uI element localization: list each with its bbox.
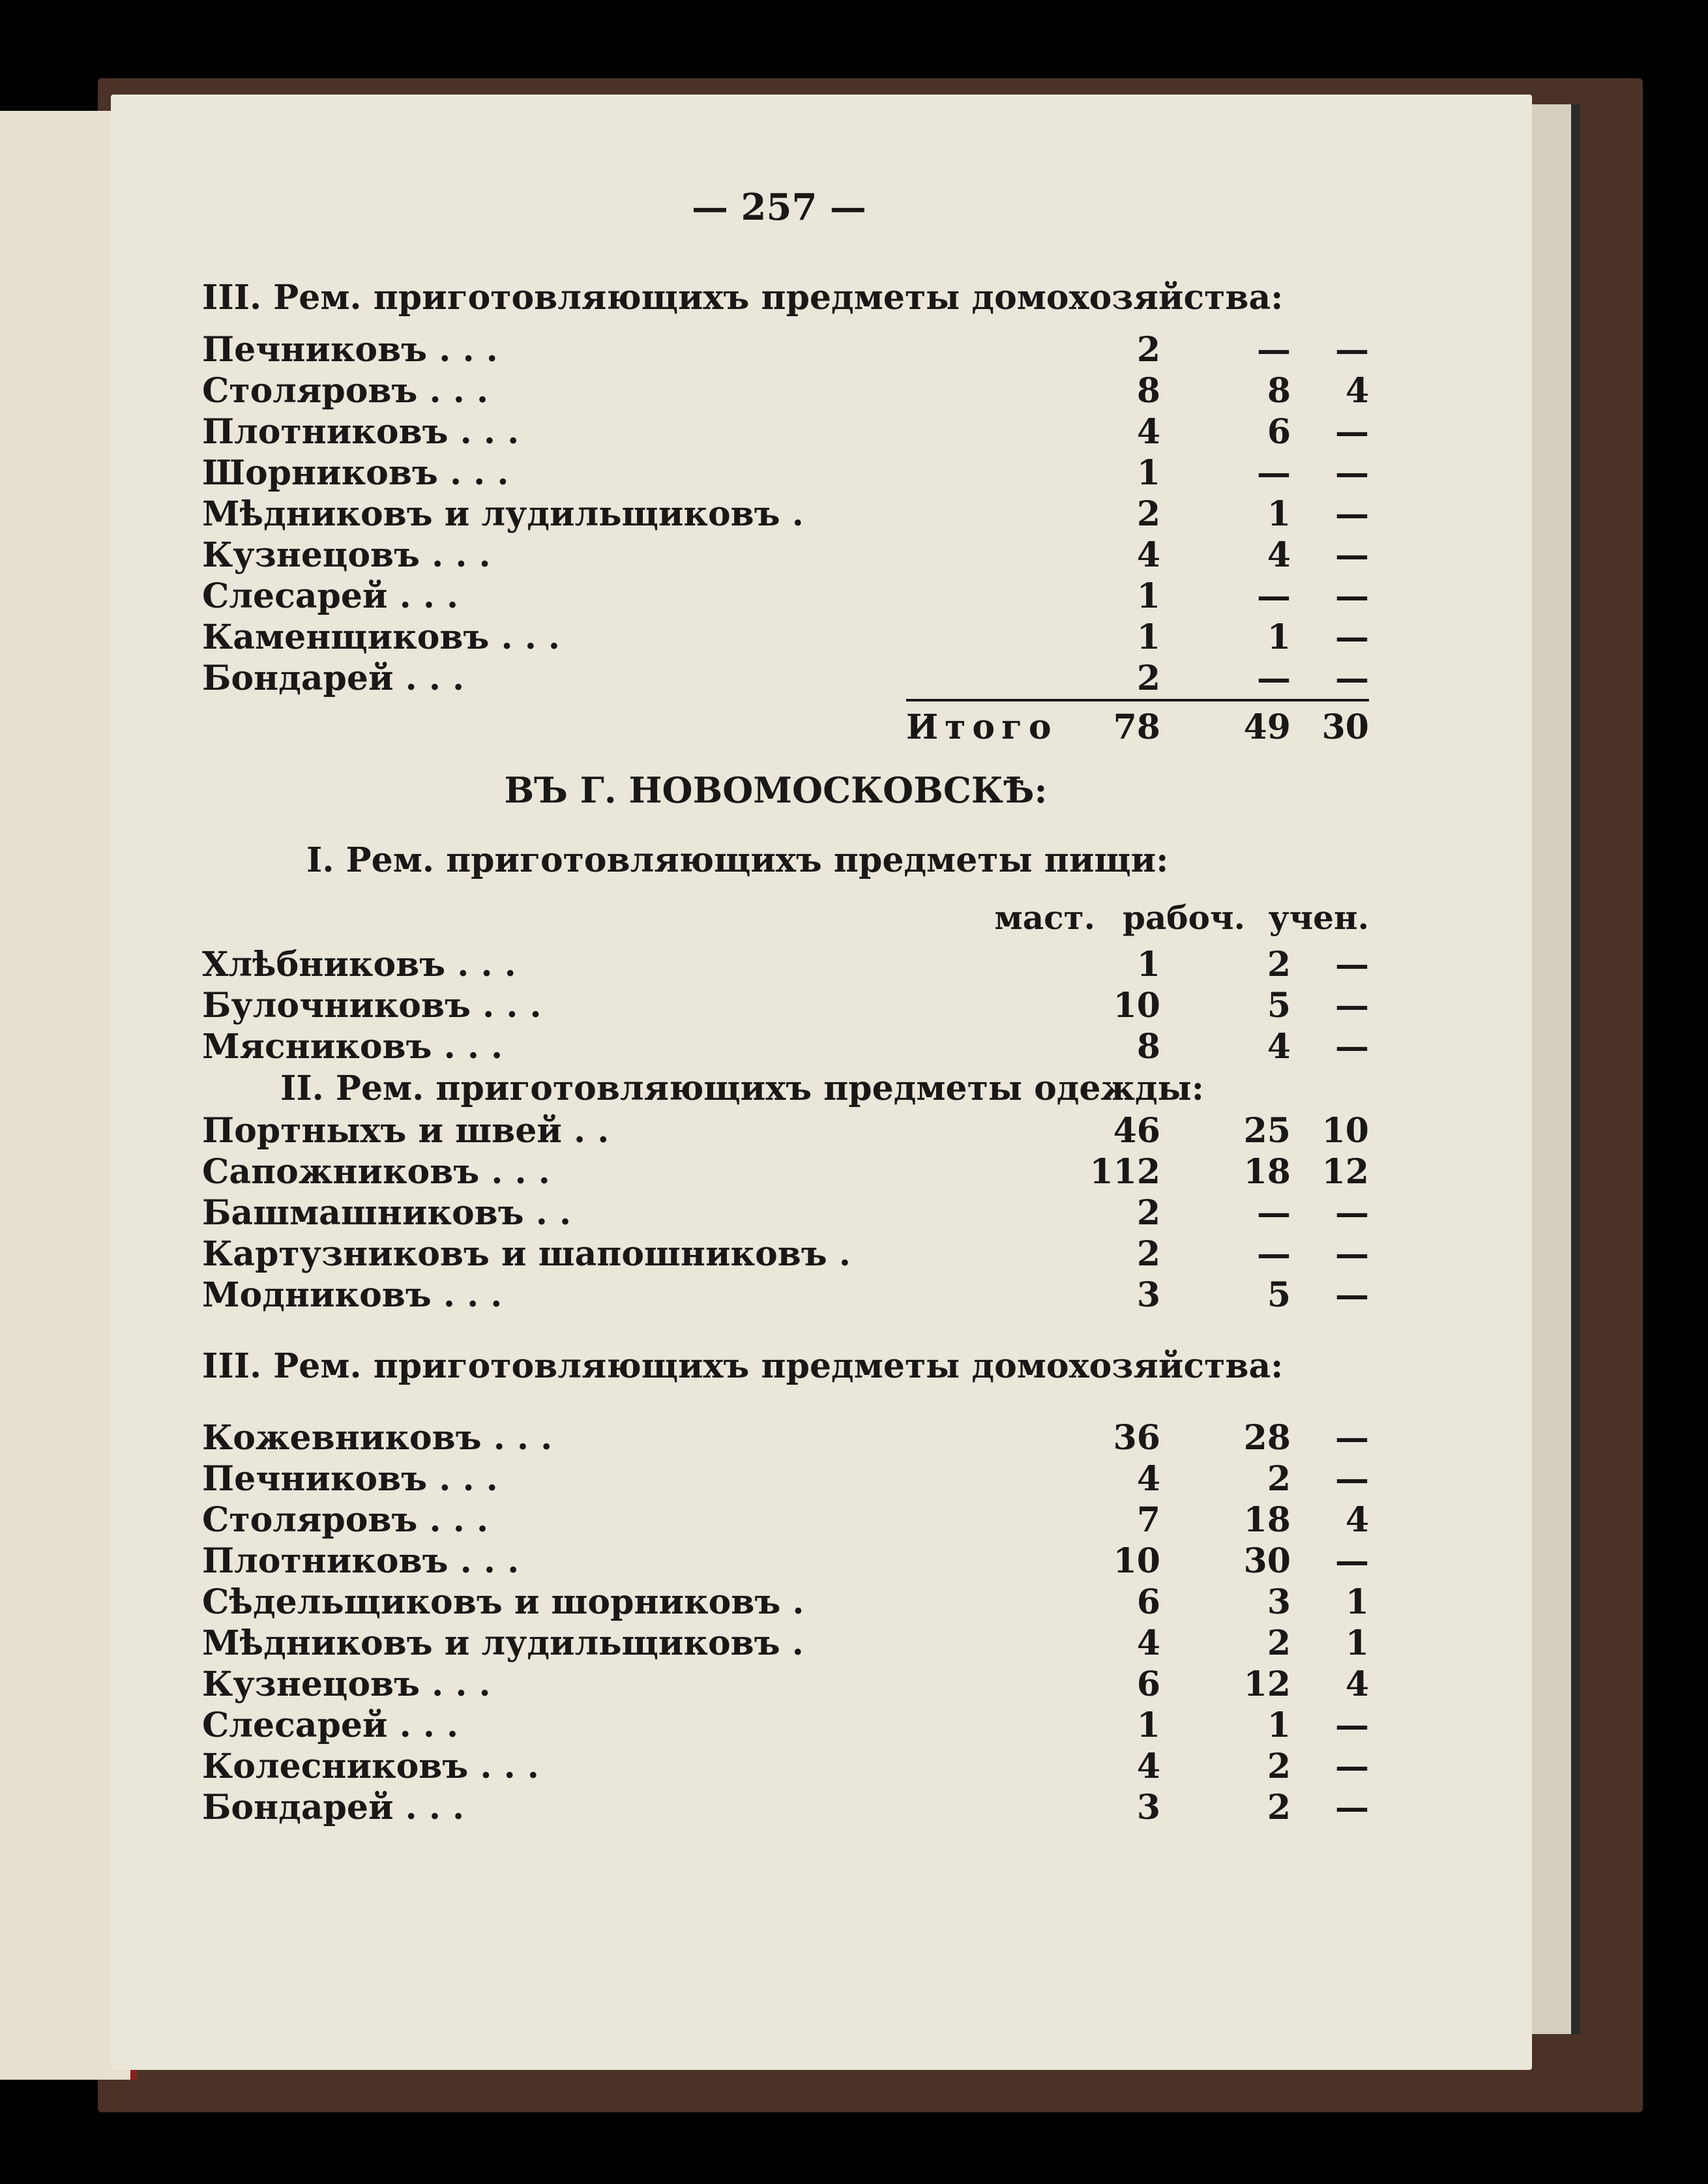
row-apprentices: 1 — [1345, 1623, 1369, 1663]
row-workers: 6 — [1267, 412, 1291, 452]
table-row — [202, 617, 1369, 658]
row-apprentices: — — [1335, 330, 1369, 370]
table-row — [202, 1151, 1369, 1192]
row-masters: 10 — [1113, 986, 1160, 1026]
row-apprentices: — — [1335, 1747, 1369, 1786]
row-masters: 4 — [1136, 1459, 1160, 1499]
row-name: Печниковъ . . . — [202, 1459, 498, 1499]
row-apprentices: — — [1335, 617, 1369, 657]
page-number: — 257 — — [692, 186, 866, 229]
row-workers: 28 — [1243, 1418, 1291, 1458]
table-row — [202, 1787, 1369, 1828]
table-row — [202, 1192, 1369, 1233]
row-name: Сапожниковъ . . . — [202, 1152, 550, 1192]
table-food — [202, 944, 1369, 1067]
header-spacer — [202, 892, 945, 944]
row-apprentices: — — [1335, 494, 1369, 534]
row-name: Модниковъ . . . — [202, 1275, 503, 1315]
row-apprentices: 4 — [1345, 1500, 1369, 1540]
row-apprentices: — — [1335, 1275, 1369, 1315]
row-apprentices: — — [1335, 658, 1369, 698]
row-masters: 1 — [1136, 617, 1160, 657]
row-workers: 12 — [1243, 1664, 1291, 1704]
table-row — [202, 1026, 1369, 1067]
row-name: Столяровъ . . . — [202, 371, 489, 411]
row-workers: 1 — [1267, 1705, 1291, 1745]
row-masters: 1 — [1136, 945, 1160, 984]
table-row — [202, 1233, 1369, 1275]
row-masters: 4 — [1136, 1623, 1160, 1663]
table-clothes — [202, 1110, 1369, 1316]
total-row — [202, 699, 1369, 751]
row-masters: 1 — [1136, 1705, 1160, 1745]
row-workers: — — [1257, 658, 1291, 698]
row-workers: 1 — [1267, 494, 1291, 534]
row-name: Плотниковъ . . . — [202, 1541, 520, 1581]
row-masters: 46 — [1113, 1111, 1160, 1151]
row-apprentices: — — [1335, 1234, 1369, 1274]
row-name: Булочниковъ . . . — [202, 986, 542, 1026]
table-row — [202, 1499, 1369, 1541]
row-masters: 4 — [1136, 1747, 1160, 1786]
header-masters: маст. — [994, 898, 1095, 937]
row-name: Слесарей . . . — [202, 1705, 459, 1745]
row-masters: 7 — [1136, 1500, 1160, 1540]
section-heading-food: I. Рем. приготовляющихъ предметы пищи: — [306, 840, 1169, 880]
row-name: Каменщиковъ . . . — [202, 617, 561, 657]
row-workers: 2 — [1267, 1459, 1291, 1499]
row-masters: 1 — [1136, 453, 1160, 493]
row-apprentices: 1 — [1345, 1582, 1369, 1622]
row-name: Плотниковъ . . . — [202, 412, 520, 452]
row-apprentices: — — [1335, 1027, 1369, 1067]
row-masters: 8 — [1136, 1027, 1160, 1067]
row-name: Мясниковъ . . . — [202, 1027, 503, 1067]
table-row — [202, 1664, 1369, 1705]
row-name: Столяровъ . . . — [202, 1500, 489, 1540]
row-workers: 2 — [1267, 1623, 1291, 1663]
row-masters: 6 — [1136, 1582, 1160, 1622]
table-row — [202, 1705, 1369, 1746]
row-name: Бондарей . . . — [202, 1788, 465, 1827]
row-name: Мѣдниковъ и лудильщиковъ . — [202, 494, 804, 534]
spacer — [202, 1316, 1369, 1335]
row-name: Мѣдниковъ и лудильщиковъ . — [202, 1623, 804, 1663]
row-name: Портныхъ и швей . . — [202, 1111, 610, 1151]
row-apprentices: — — [1335, 1459, 1369, 1499]
header-apprentices: учен. — [1268, 898, 1369, 937]
row-name: Бондарей . . . — [202, 658, 465, 698]
row-name: Колесниковъ . . . — [202, 1747, 539, 1786]
row-masters: 2 — [1136, 1234, 1160, 1274]
row-masters: 112 — [1089, 1152, 1160, 1192]
row-masters: 3 — [1136, 1275, 1160, 1315]
total-label: Итого — [906, 699, 1095, 751]
row-apprentices: — — [1335, 535, 1369, 575]
table-row — [202, 452, 1369, 494]
row-name: Сѣдельщиковъ и шорниковъ . — [202, 1582, 804, 1622]
row-apprentices: — — [1335, 1418, 1369, 1458]
table-row — [202, 370, 1369, 411]
row-workers: 2 — [1267, 1788, 1291, 1827]
row-apprentices: — — [1335, 412, 1369, 452]
row-name: Слесарей . . . — [202, 576, 459, 616]
row-workers: 30 — [1243, 1541, 1291, 1581]
row-workers: 5 — [1267, 1275, 1291, 1315]
row-apprentices: 4 — [1345, 371, 1369, 411]
table-row — [202, 1582, 1369, 1623]
section-heading-clothes: II. Рем. приготовляющихъ предметы одежды: — [280, 1069, 1204, 1108]
row-workers: — — [1257, 1234, 1291, 1274]
row-name: Кузнецовъ . . . — [202, 535, 491, 575]
table-household — [202, 1417, 1369, 1828]
page-content — [202, 186, 1369, 1828]
table-row — [202, 576, 1369, 617]
table-row — [202, 494, 1369, 535]
row-workers: 1 — [1267, 617, 1291, 657]
row-workers: — — [1257, 453, 1291, 493]
table-row — [202, 1746, 1369, 1787]
table-row — [202, 985, 1369, 1026]
city-heading: ВЪ Г. НОВОМОСКОВСКѢ: — [504, 769, 1048, 811]
row-name: Шорниковъ . . . — [202, 453, 509, 493]
table-row — [202, 658, 1369, 699]
header-workers: рабоч. — [1122, 898, 1245, 937]
row-name: Хлѣбниковъ . . . — [202, 945, 516, 984]
row-masters: 2 — [1136, 330, 1160, 370]
row-workers: 8 — [1267, 371, 1291, 411]
row-workers: 2 — [1267, 1747, 1291, 1786]
row-workers: — — [1257, 576, 1291, 616]
table-row — [202, 1417, 1369, 1458]
row-workers: 4 — [1267, 1027, 1291, 1067]
row-workers: 25 — [1243, 1111, 1291, 1151]
row-apprentices: — — [1335, 1705, 1369, 1745]
row-name: Кожевниковъ . . . — [202, 1418, 553, 1458]
row-workers: 5 — [1267, 986, 1291, 1026]
table-row — [202, 329, 1369, 370]
row-workers: 4 — [1267, 535, 1291, 575]
row-masters: 2 — [1136, 658, 1160, 698]
table-row — [202, 1458, 1369, 1499]
row-apprentices: — — [1335, 945, 1369, 984]
row-workers: 3 — [1267, 1582, 1291, 1622]
row-masters: 4 — [1136, 535, 1160, 575]
row-workers: 18 — [1243, 1500, 1291, 1540]
table-row — [202, 535, 1369, 576]
table-row — [202, 1623, 1369, 1664]
table-row — [202, 944, 1369, 985]
table-top — [202, 329, 1369, 699]
row-masters: 36 — [1113, 1418, 1160, 1458]
total-workers: 49 — [1160, 699, 1291, 751]
spacer — [202, 1398, 1369, 1417]
row-name: Картузниковъ и шапошниковъ . — [202, 1234, 851, 1274]
total-apprentices: 30 — [1291, 699, 1369, 751]
row-masters: 1 — [1136, 576, 1160, 616]
table-row — [202, 1541, 1369, 1582]
row-apprentices: 4 — [1345, 1664, 1369, 1704]
section-heading-household-top: III. Рем. приготовляющихъ предметы домохозяйства: — [202, 278, 1284, 317]
row-masters: 6 — [1136, 1664, 1160, 1704]
row-apprentices: — — [1335, 986, 1369, 1026]
table-row — [202, 411, 1369, 452]
row-workers: 18 — [1243, 1152, 1291, 1192]
row-workers: — — [1257, 1193, 1291, 1233]
row-apprentices: — — [1335, 1541, 1369, 1581]
row-name: Кузнецовъ . . . — [202, 1664, 491, 1704]
row-apprentices: — — [1335, 1788, 1369, 1827]
row-masters: 8 — [1136, 371, 1160, 411]
row-masters: 4 — [1136, 412, 1160, 452]
book-page — [111, 95, 1532, 2070]
row-name: Башмашниковъ . . — [202, 1193, 572, 1233]
column-headers — [202, 892, 1369, 944]
row-workers: 2 — [1267, 945, 1291, 984]
row-apprentices: 10 — [1321, 1111, 1369, 1151]
total-masters: 78 — [1095, 699, 1160, 751]
table-row — [202, 1110, 1369, 1151]
row-masters: 3 — [1136, 1788, 1160, 1827]
row-apprentices: — — [1335, 453, 1369, 493]
row-masters: 10 — [1113, 1541, 1160, 1581]
total-spacer — [202, 699, 906, 751]
table-row — [202, 1275, 1369, 1316]
row-masters: 2 — [1136, 494, 1160, 534]
row-masters: 2 — [1136, 1193, 1160, 1233]
row-apprentices: — — [1335, 1193, 1369, 1233]
section-heading-household: III. Рем. приготовляющихъ предметы домохозяйства: — [202, 1346, 1284, 1386]
row-workers: — — [1257, 330, 1291, 370]
row-apprentices: — — [1335, 576, 1369, 616]
row-name: Печниковъ . . . — [202, 330, 498, 370]
row-apprentices: 12 — [1321, 1152, 1369, 1192]
